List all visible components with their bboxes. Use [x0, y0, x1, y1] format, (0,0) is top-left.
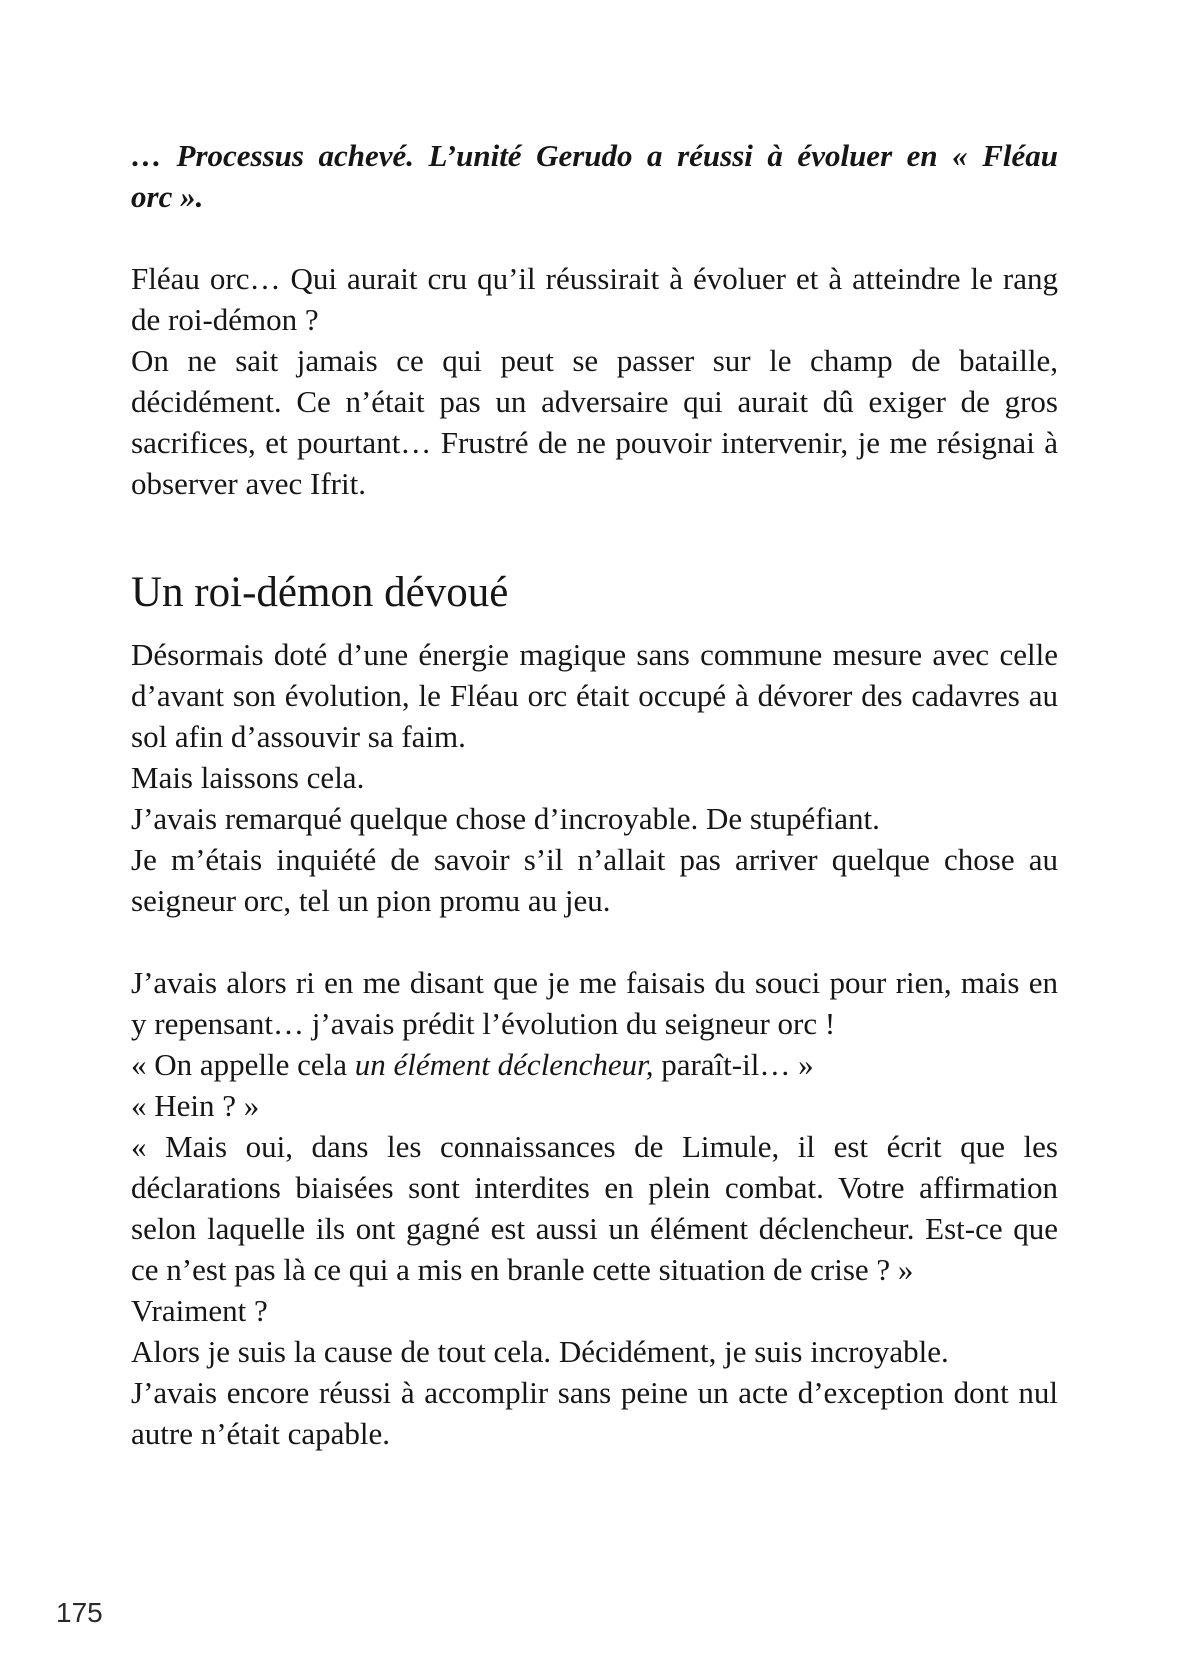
- narration-line: Désormais doté d’une énergie magique sans commune mesure avec celle d’avant son évolution, le Fléau orc était occupé à dévorer des cadavres au sol afin d’assouvir sa faim.: [131, 637, 1058, 754]
- page-number: 175: [56, 1597, 103, 1628]
- dialogue-line: « Mais oui, dans les connaissances de Limule, il est écrit que les déclarations biaisées sont interdites en plein combat. Votre affirmation selon laquelle ils ont gagné est aussi un élément déclencheur. Est-ce que ce n’est pas là ce qui a mis en branle cette situation de crise ? »: [131, 1129, 1058, 1287]
- dialogue-line: [131, 1044, 1058, 1085]
- narration-line: J’avais remarqué quelque chose d’incroyable. De stupéfiant.: [131, 801, 880, 836]
- dialogue-emphasis-text: un élément déclencheur,: [354, 1047, 654, 1082]
- narration-line: Vraiment ?: [131, 1293, 268, 1328]
- section-heading: Un roi-démon dévoué: [131, 569, 509, 616]
- narration-line: On ne sait jamais ce qui peut se passer sur le champ de bataille, décidément. Ce n’était pas un adversaire qui aurait dû exiger de gros sacrifices, et pourtant… Frustré de ne pouvoir intervenir, je me résignai à observer avec Ifrit.: [131, 343, 1058, 501]
- narration-line: Je m’étais inquiété de savoir s’il n’allait pas arriver quelque chose au seigneur orc, tel un pion promu au jeu.: [131, 842, 1058, 918]
- narration-line: J’avais encore réussi à accomplir sans peine un acte d’exception dont nul autre n’était capable.: [131, 1375, 1058, 1451]
- narration-line: Mais laissons cela.: [131, 760, 365, 795]
- page-text-block: [131, 135, 1058, 1454]
- dialogue-line: « Hein ? »: [131, 1088, 260, 1123]
- dialogue-text: « On appelle cela: [131, 1047, 355, 1082]
- dialogue-text: paraît-il… »: [653, 1047, 814, 1082]
- system-message-paragraph: … Processus achevé. L’unité Gerudo a réussi à évoluer en « Fléau orc ».: [131, 138, 1058, 214]
- narration-line: Alors je suis la cause de tout cela. Décidément, je suis incroyable.: [131, 1334, 949, 1369]
- narration-line: J’avais alors ri en me disant que je me faisais du souci pour rien, mais en y repensant… j’avais prédit l’évolution du seigneur orc !: [131, 965, 1058, 1041]
- narration-line: Fléau orc… Qui aurait cru qu’il réussirait à évoluer et à atteindre le rang de roi-démon ?: [131, 261, 1058, 337]
